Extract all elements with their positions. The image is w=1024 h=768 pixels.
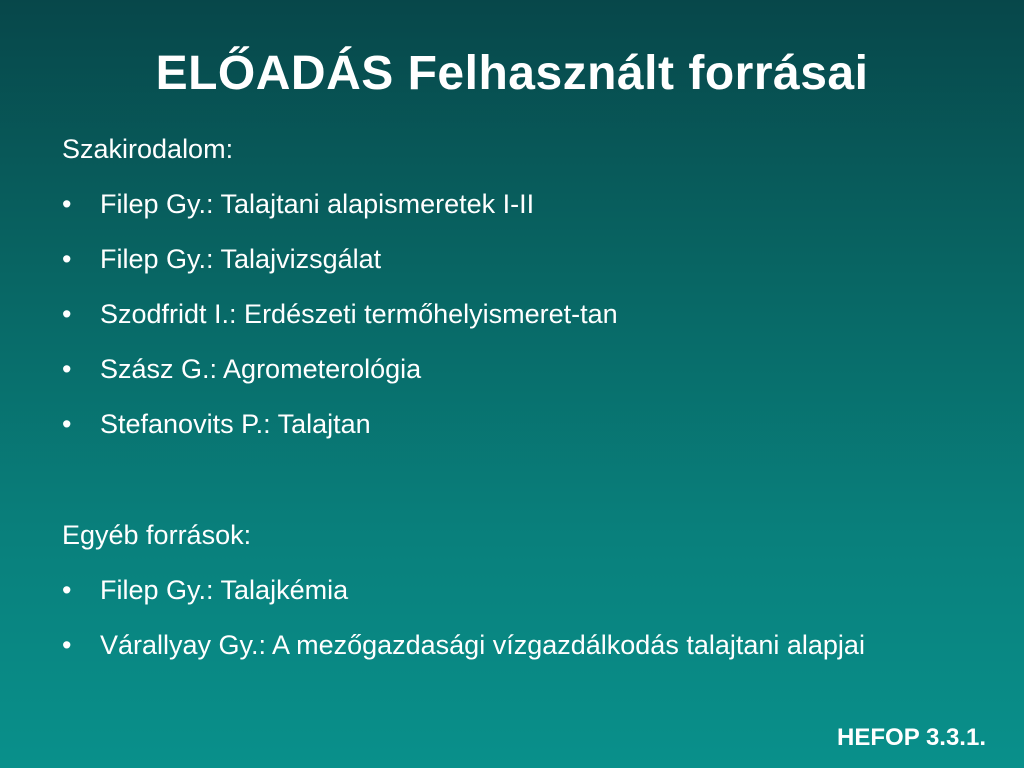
other-sources-list (62, 574, 962, 666)
section-heading-other-sources: Egyéb források: (62, 520, 252, 550)
bullet-icon: • (62, 354, 72, 384)
list-item-text: Várallyay Gy.: A mezőgazdasági vízgazdálkodás talajtani alapjai (100, 630, 865, 660)
list-item (62, 298, 962, 353)
literature-list (62, 188, 962, 463)
slide-title: ELŐADÁS Felhasznált forrásai (155, 47, 869, 100)
bullet-icon: • (62, 575, 72, 605)
list-item (62, 624, 962, 666)
list-item-text: Szodfridt I.: Erdészeti termőhelyismeret-tan (100, 299, 618, 329)
bullet-icon: • (62, 409, 72, 439)
footer-project-code: HEFOP 3.3.1. (837, 724, 986, 751)
section-heading-literature: Szakirodalom: (62, 134, 234, 164)
list-item (62, 243, 962, 298)
bullet-icon: • (62, 299, 72, 329)
list-item (62, 408, 962, 463)
list-item (62, 574, 962, 629)
bullet-icon: • (62, 189, 72, 219)
list-item-text: Filep Gy.: Talajvizsgálat (100, 244, 382, 274)
list-item-text: Szász G.: Agrometerológia (100, 354, 422, 384)
bullet-icon: • (62, 244, 72, 274)
list-item (62, 353, 962, 408)
list-item-text: Filep Gy.: Talajtani alapismeretek I-II (100, 189, 535, 219)
list-item (62, 188, 962, 243)
bullet-icon: • (62, 630, 72, 660)
list-item-text: Filep Gy.: Talajkémia (100, 575, 349, 605)
list-item-text: Stefanovits P.: Talajtan (100, 409, 371, 439)
